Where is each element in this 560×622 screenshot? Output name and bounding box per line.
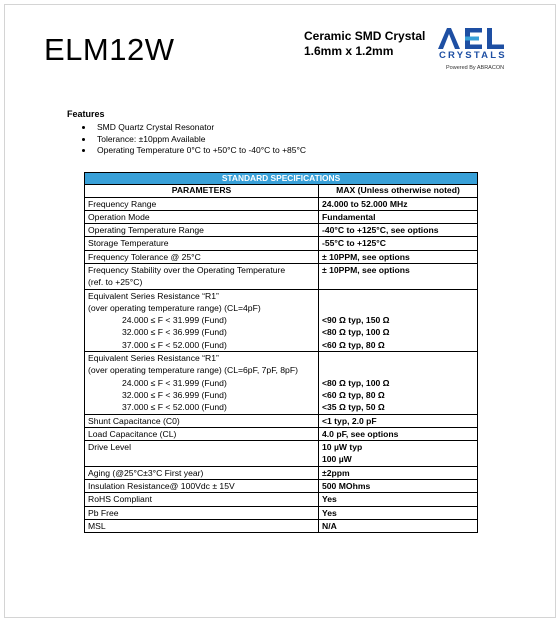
parameter-cell bbox=[85, 224, 319, 237]
column-header-max: MAX (Unless otherwise noted) bbox=[319, 185, 478, 198]
parameter-cell bbox=[85, 427, 319, 440]
table-row bbox=[85, 441, 478, 467]
value-text: ± 10PPM, see options bbox=[322, 264, 410, 275]
frequency-range-text: 37.000 ≤ F < 52.000 (Fund) bbox=[122, 402, 227, 413]
table-title-row bbox=[85, 173, 478, 185]
value-cell bbox=[319, 466, 478, 479]
parameter-text: (ref. to +25°C) bbox=[88, 277, 143, 288]
value-text bbox=[322, 302, 474, 314]
value-cell bbox=[319, 519, 478, 532]
table-row bbox=[85, 519, 478, 532]
value-cell bbox=[319, 197, 478, 210]
table-row bbox=[85, 250, 478, 263]
parameter-cell bbox=[85, 289, 319, 351]
frequency-range-text: 32.000 ≤ F < 36.999 (Fund) bbox=[122, 389, 227, 400]
value-cell bbox=[319, 414, 478, 427]
parameter-text: Frequency Range bbox=[88, 198, 157, 209]
logo-powered-by: Powered By ABRACON bbox=[446, 65, 505, 71]
parameter-cell bbox=[85, 210, 319, 223]
table-row bbox=[85, 427, 478, 440]
value-cell bbox=[319, 441, 478, 467]
feature-item: Operating Temperature 0°C to +50°C to -40°C to +85°C bbox=[97, 145, 307, 155]
frequency-range-text: 24.000 ≤ F < 31.999 (Fund) bbox=[122, 315, 227, 326]
value-cell bbox=[319, 480, 478, 493]
table-row bbox=[85, 414, 478, 427]
value-text: <60 Ω typ, 80 Ω bbox=[322, 389, 385, 400]
table-row bbox=[85, 263, 478, 289]
value-text: -55°C to +125°C bbox=[322, 238, 386, 249]
parameter-cell bbox=[85, 352, 319, 414]
value-text: <1 typ, 2.0 pF bbox=[322, 415, 377, 426]
specs-table bbox=[84, 172, 478, 533]
table-row bbox=[85, 352, 478, 414]
parameter-cell bbox=[85, 250, 319, 263]
value-cell bbox=[319, 263, 478, 289]
value-text: Fundamental bbox=[322, 211, 376, 222]
value-text: 10 µW typ bbox=[322, 442, 363, 453]
value-text: Yes bbox=[322, 507, 337, 518]
parameter-cell bbox=[85, 480, 319, 493]
value-text: <80 Ω typ, 100 Ω bbox=[322, 377, 390, 388]
value-cell bbox=[319, 493, 478, 506]
frequency-range-text: 37.000 ≤ F < 52.000 (Fund) bbox=[122, 339, 227, 350]
value-cell bbox=[319, 506, 478, 519]
value-cell bbox=[319, 210, 478, 223]
value-text: 100 µW bbox=[322, 454, 352, 465]
parameter-text: Pb Free bbox=[88, 507, 119, 518]
parameter-text: (over operating temperature range) (CL=4pF) bbox=[88, 302, 261, 313]
parameter-cell bbox=[85, 237, 319, 250]
table-title: STANDARD SPECIFICATIONS bbox=[85, 173, 478, 185]
value-cell bbox=[319, 427, 478, 440]
parameter-text: Drive Level bbox=[88, 442, 131, 453]
ael-logo bbox=[436, 26, 522, 78]
feature-item: Tolerance: ±10ppm Available bbox=[97, 134, 306, 146]
parameter-text: Equivalent Series Resistance “R1” bbox=[88, 290, 219, 301]
parameter-text: Load Capacitance (CL) bbox=[88, 428, 177, 439]
model-title: ELM12W bbox=[44, 32, 175, 67]
parameter-cell bbox=[85, 441, 319, 467]
table-row bbox=[85, 289, 478, 351]
parameter-text: Aging (@25°C±3°C First year) bbox=[88, 467, 204, 478]
parameter-text: Operating Temperature Range bbox=[88, 225, 204, 236]
value-text: N/A bbox=[322, 520, 337, 531]
specs-table-body bbox=[85, 197, 478, 533]
value-text bbox=[322, 352, 474, 364]
product-description bbox=[304, 29, 425, 59]
parameter-text: (over operating temperature range) (CL=6pF, 7pF, 8pF) bbox=[88, 365, 298, 376]
product-size: 1.6mm x 1.2mm bbox=[304, 44, 394, 58]
parameter-cell bbox=[85, 263, 319, 289]
value-cell bbox=[319, 224, 478, 237]
value-text: <80 Ω typ, 100 Ω bbox=[322, 327, 390, 338]
parameter-cell bbox=[85, 506, 319, 519]
table-row bbox=[85, 480, 478, 493]
column-header-parameters: PARAMETERS bbox=[85, 185, 319, 198]
feature-item: SMD Quartz Crystal Resonator bbox=[97, 122, 306, 134]
frequency-range-text: 24.000 ≤ F < 31.999 (Fund) bbox=[122, 377, 227, 388]
product-type: Ceramic SMD Crystal bbox=[304, 29, 426, 43]
table-row bbox=[85, 210, 478, 223]
logo-crystals-text: CRYSTALS bbox=[439, 50, 507, 61]
value-cell bbox=[319, 289, 478, 351]
features-section bbox=[67, 109, 306, 157]
value-text: Yes bbox=[322, 494, 337, 505]
parameter-cell bbox=[85, 519, 319, 532]
value-text: ± 10PPM, see options bbox=[322, 251, 410, 262]
parameter-text: Equivalent Series Resistance “R1” bbox=[88, 353, 219, 364]
value-text: ±2ppm bbox=[322, 467, 350, 478]
parameter-cell bbox=[85, 197, 319, 210]
value-cell bbox=[319, 352, 478, 414]
value-cell bbox=[319, 237, 478, 250]
parameter-text: Shunt Capacitance (C0) bbox=[88, 415, 180, 426]
parameter-text: MSL bbox=[88, 520, 106, 531]
parameter-text: Frequency Tolerance @ 25°C bbox=[88, 251, 201, 262]
features-heading: Features bbox=[67, 109, 105, 119]
frequency-range-text: 32.000 ≤ F < 36.999 (Fund) bbox=[122, 327, 227, 338]
parameter-text: Frequency Stability over the Operating Temperature bbox=[88, 264, 286, 275]
table-header-row bbox=[85, 185, 478, 198]
value-text: <90 Ω typ, 150 Ω bbox=[322, 315, 390, 326]
value-text: -40°C to +125°C, see options bbox=[322, 225, 439, 236]
table-row bbox=[85, 237, 478, 250]
value-text: <35 Ω typ, 50 Ω bbox=[322, 402, 385, 413]
parameter-cell bbox=[85, 466, 319, 479]
value-cell bbox=[319, 250, 478, 263]
table-row bbox=[85, 197, 478, 210]
ael-logo-mark bbox=[436, 26, 522, 50]
parameter-text: Insulation Resistance@ 100Vdc ± 15V bbox=[88, 481, 235, 492]
table-row bbox=[85, 466, 478, 479]
table-row bbox=[85, 493, 478, 506]
value-text bbox=[322, 364, 474, 376]
value-text: 24.000 to 52.000 MHz bbox=[322, 198, 408, 209]
value-text: 4.0 pF, see options bbox=[322, 428, 399, 439]
value-text bbox=[322, 290, 474, 302]
features-list bbox=[67, 122, 306, 157]
table-row bbox=[85, 224, 478, 237]
parameter-text: Storage Temperature bbox=[88, 238, 169, 249]
table-row bbox=[85, 506, 478, 519]
parameter-text: RoHS Compliant bbox=[88, 494, 152, 505]
parameter-cell bbox=[85, 414, 319, 427]
parameter-text: Operation Mode bbox=[88, 211, 150, 222]
value-text: 500 MOhms bbox=[322, 481, 371, 492]
value-text: <60 Ω typ, 80 Ω bbox=[322, 339, 385, 350]
parameter-cell bbox=[85, 493, 319, 506]
